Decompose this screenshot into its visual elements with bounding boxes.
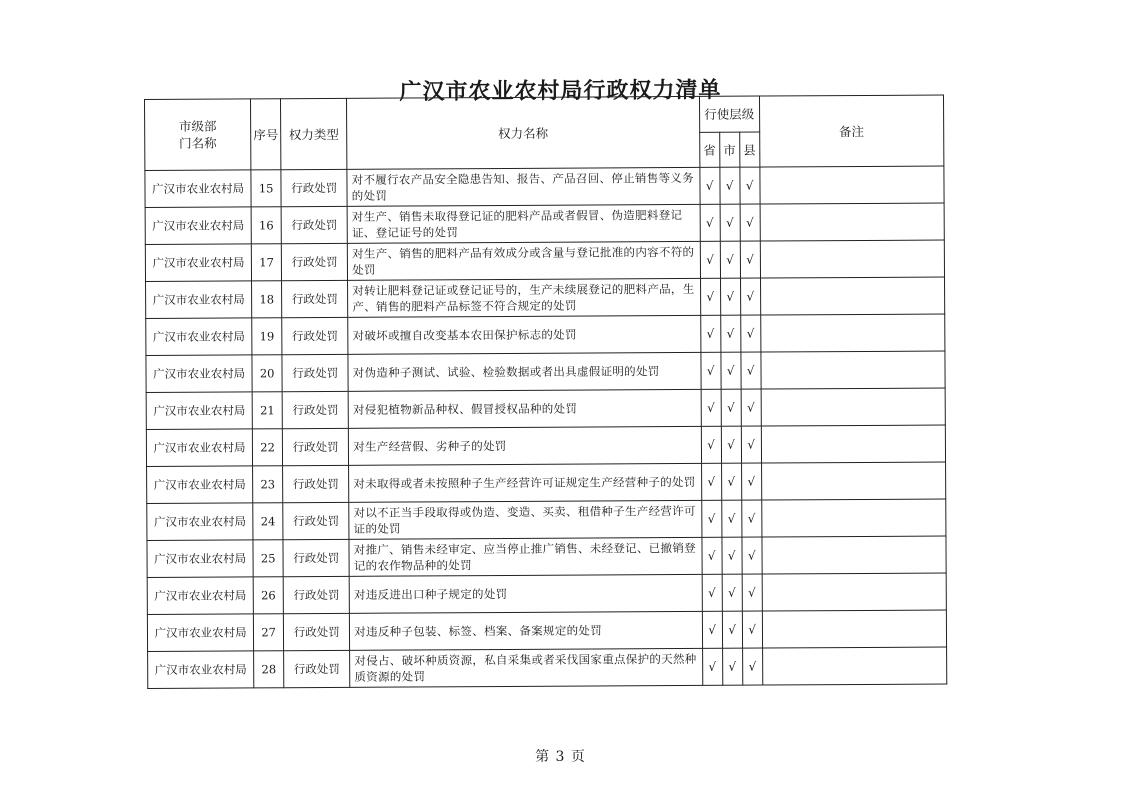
power-list-table-container	[144, 95, 947, 689]
page-number: 第 3 页	[535, 749, 586, 765]
row-dept: 广汉市农业农村局	[146, 281, 252, 319]
row-dept: 广汉市农业农村局	[147, 503, 253, 541]
row-note	[762, 536, 946, 574]
row-level-province: √	[701, 352, 721, 389]
table-row	[147, 610, 946, 651]
row-level-county: √	[740, 278, 760, 315]
row-name: 对生产、销售未取得登记证的肥料产品或者假冒、伪造肥料登记证、登记证号的处罚	[347, 204, 700, 243]
row-level-city: √	[721, 389, 741, 426]
row-name: 对伪造种子测试、试验、检验数据或者出具虚假证明的处罚	[348, 352, 701, 391]
table-row	[147, 536, 946, 577]
row-level-city: √	[721, 352, 741, 389]
row-level-province: √	[700, 167, 720, 204]
row-name: 对生产经营假、劣种子的处罚	[349, 426, 702, 465]
row-level-city: √	[722, 611, 742, 648]
row-level-province: √	[700, 315, 720, 352]
row-level-city: √	[720, 241, 740, 278]
row-level-province: √	[702, 537, 722, 574]
row-level-county: √	[742, 611, 762, 648]
row-dept: 广汉市农业农村局	[145, 244, 251, 282]
row-type: 行政处罚	[282, 280, 348, 317]
row-level-county: √	[741, 500, 761, 537]
row-name: 对推广、销售未经审定、应当停止推广销售、未经登记、已撤销登记的农作物品种的处罚	[349, 537, 702, 576]
row-type: 行政处罚	[284, 650, 350, 687]
row-note	[762, 647, 946, 685]
row-type: 行政处罚	[281, 243, 347, 280]
row-dept: 广汉市农业农村局	[145, 170, 251, 208]
row-seq: 19	[252, 318, 282, 355]
row-level-province: √	[702, 574, 722, 611]
table-body	[145, 166, 947, 688]
row-level-city: √	[721, 500, 741, 537]
row-seq: 23	[253, 466, 283, 503]
table-header	[145, 95, 944, 170]
header-dept-label: 市级部 门名称	[178, 118, 217, 151]
table-row	[145, 240, 944, 281]
row-level-county: √	[742, 537, 762, 574]
row-type: 行政处罚	[282, 391, 348, 428]
row-seq: 24	[253, 503, 283, 540]
row-name: 对违反进出口种子规定的处罚	[349, 574, 702, 613]
row-seq: 16	[251, 207, 281, 244]
row-seq: 22	[252, 429, 282, 466]
row-type: 行政处罚	[284, 613, 350, 650]
row-seq: 15	[251, 170, 281, 207]
row-name: 对以不正当手段取得或伪造、变造、买卖、租借种子生产经营许可证的处罚	[349, 500, 702, 539]
row-dept: 广汉市农业农村局	[146, 392, 252, 430]
table-row	[146, 314, 945, 355]
row-dept: 广汉市农业农村局	[145, 207, 251, 245]
row-name: 对侵犯植物新品种权、假冒授权品种的处罚	[348, 389, 701, 428]
row-level-county: √	[741, 389, 761, 426]
row-type: 行政处罚	[282, 317, 348, 354]
row-level-city: √	[720, 278, 740, 315]
row-level-county: √	[742, 574, 762, 611]
row-dept: 广汉市农业农村局	[147, 540, 253, 578]
row-level-county: √	[741, 426, 761, 463]
table-row	[146, 425, 945, 466]
row-level-city: √	[722, 648, 742, 685]
row-name: 对破坏或擅自改变基本农田保护标志的处罚	[348, 315, 701, 354]
header-name: 权力名称	[347, 96, 700, 169]
row-seq: 28	[254, 651, 284, 688]
table-row	[148, 647, 947, 688]
row-level-county: √	[742, 648, 762, 685]
row-note	[761, 462, 945, 500]
row-type: 行政处罚	[282, 354, 348, 391]
row-dept: 广汉市农业农村局	[146, 355, 252, 393]
header-level-province: 省	[699, 132, 719, 168]
row-seq: 25	[253, 540, 283, 577]
row-type: 行政处罚	[281, 206, 347, 243]
row-note	[760, 277, 944, 315]
row-name: 对违反种子包装、标签、档案、备案规定的处罚	[350, 611, 703, 650]
row-dept: 广汉市农业农村局	[147, 614, 253, 652]
row-note	[760, 314, 944, 352]
row-level-province: √	[701, 389, 721, 426]
page-title: 广汉市农业农村局行政权力清单	[399, 77, 722, 105]
header-level-group: 行使层级	[699, 96, 759, 132]
row-seq: 26	[253, 577, 283, 614]
row-dept: 广汉市农业农村局	[148, 651, 254, 689]
header-level-city: 市	[719, 132, 739, 168]
row-type: 行政处罚	[281, 169, 347, 206]
header-dept	[145, 99, 252, 171]
row-level-city: √	[722, 537, 742, 574]
header-seq: 序号	[251, 99, 281, 170]
row-level-city: √	[721, 426, 741, 463]
row-name: 对生产、销售的肥料产品有效成分或含量与登记批准的内容不符的处罚	[348, 241, 701, 280]
row-level-province: √	[701, 463, 721, 500]
row-level-county: √	[741, 352, 761, 389]
row-note	[761, 351, 945, 389]
row-note	[761, 499, 945, 537]
row-level-city: √	[720, 204, 740, 241]
row-level-city: √	[720, 315, 740, 352]
row-note	[762, 573, 946, 611]
row-seq: 21	[252, 392, 282, 429]
row-dept: 广汉市农业农村局	[147, 466, 253, 504]
row-level-province: √	[701, 426, 721, 463]
row-name: 对未取得或者未按照种子生产经营许可证规定生产经营种子的处罚	[349, 463, 702, 502]
row-level-county: √	[741, 463, 761, 500]
row-seq: 18	[252, 281, 282, 318]
row-name: 对转让肥料登记证或登记证号的，生产未续展登记的肥料产品，生产、销售的肥料产品标签不符合规定的处罚	[348, 278, 701, 317]
row-level-province: √	[700, 278, 720, 315]
row-note	[761, 388, 945, 426]
header-note: 备注	[759, 95, 944, 167]
row-note	[762, 610, 946, 648]
table-row	[145, 166, 944, 207]
row-note	[760, 166, 944, 204]
row-type: 行政处罚	[282, 428, 348, 465]
row-seq: 20	[252, 355, 282, 392]
row-level-province: √	[701, 500, 721, 537]
row-note	[760, 240, 944, 278]
row-level-province: √	[700, 204, 720, 241]
row-dept: 广汉市农业农村局	[146, 318, 252, 356]
header-level-county: 县	[739, 132, 759, 168]
row-level-county: √	[740, 315, 760, 352]
table-row	[145, 203, 944, 244]
power-list-table	[144, 95, 947, 689]
row-level-province: √	[702, 611, 722, 648]
table-row	[146, 277, 945, 318]
row-level-city: √	[720, 167, 740, 204]
row-level-county: √	[740, 241, 760, 278]
row-level-county: √	[740, 167, 760, 204]
row-dept: 广汉市农业农村局	[147, 577, 253, 615]
table-row	[146, 388, 945, 429]
row-level-county: √	[740, 204, 760, 241]
row-type: 行政处罚	[283, 465, 349, 502]
row-name: 对不履行农产品安全隐患告知、报告、产品召回、停止销售等义务的处罚	[347, 167, 700, 206]
row-note	[761, 425, 945, 463]
row-level-province: √	[702, 648, 722, 685]
table-row	[147, 462, 946, 503]
table-row	[147, 573, 946, 614]
row-dept: 广汉市农业农村局	[146, 429, 252, 467]
row-type: 行政处罚	[283, 502, 349, 539]
table-row	[146, 351, 945, 392]
row-type: 行政处罚	[283, 539, 349, 576]
row-note	[760, 203, 944, 241]
row-seq: 17	[251, 244, 281, 281]
row-level-city: √	[721, 463, 741, 500]
table-row	[147, 499, 946, 540]
row-level-city: √	[722, 574, 742, 611]
row-level-province: √	[700, 241, 720, 278]
row-type: 行政处罚	[283, 576, 349, 613]
header-type: 权力类型	[281, 98, 347, 169]
row-name: 对侵占、破坏种质资源，私自采集或者采伐国家重点保护的天然种质资源的处罚	[350, 648, 703, 687]
row-seq: 27	[254, 614, 284, 651]
